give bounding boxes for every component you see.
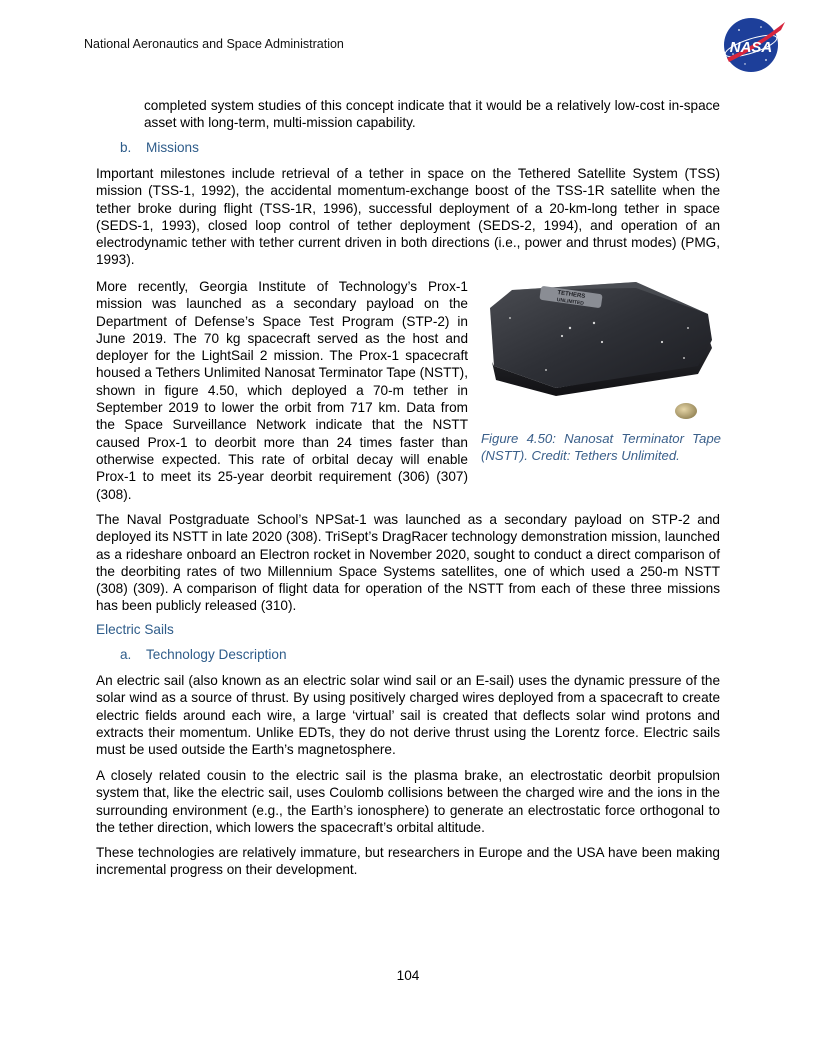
plate-label-line1: TETHERS: [556, 290, 586, 300]
nasa-logo: [719, 16, 789, 74]
electric-paragraph-3: These technologies are relatively immature, but researchers in Europe and the USA have been making incremental progress on their development.: [96, 845, 720, 878]
technology-description-heading: [120, 647, 287, 662]
nstt-figure-image: [486, 278, 722, 424]
electric-paragraph-1: An electric sail (also known as an electric solar wind sail or an E-sail) uses the dynamic pressure of the solar wind as a source of thrust. By using positively charged wires deployed from a spacecraft to create electric fields around each wire, a large ‘virtual’ sail is created that deflects solar wind protons and extracts their momentum. Unlike EDTs, they do not derive thrust using the Lorentz force. Electric sails must be used outside the Earth’s magnetosphere.: [96, 673, 720, 758]
missions-heading-number: b.: [120, 140, 132, 155]
tech-heading-title: Technology Description: [146, 647, 287, 662]
header-agency-name: National Aeronautics and Space Administration: [84, 37, 344, 51]
page-number: 104: [396, 968, 420, 983]
missions-heading-title: Missions: [146, 140, 199, 155]
tech-heading-number: a.: [120, 647, 132, 662]
figure-caption: Figure 4.50: Nanosat Terminator Tape (NSTT). Credit: Tethers Unlimited.: [481, 431, 721, 464]
missions-paragraph-2: More recently, Georgia Institute of Technology’s Prox-1 mission was launched as a secondary payload on the Department of Defense’s Space Test Program (STP-2) in June 2019. The 70 kg spacecraft served as the host and deployer for the LightSail 2 mission. The Prox-1 spacecraft housed a Tethers Unlimited Nanosat Terminator Tape (NSTT), shown in figure 4.50, which deployed a 70-m tether in September 2019 to lower the orbit from 717 km. Data from the Space Surveillance Network indicate that the NSTT caused Prox-1 to deorbit more than 24 times faster than otherwise expected. This rate of orbital decay will enable Prox-1 to meet its 25-year deorbit requirement (306) (307) (308).: [96, 279, 468, 502]
missions-heading: [120, 140, 199, 155]
nasa-logo-text: NASA: [729, 39, 773, 56]
electric-sails-heading: Electric Sails: [96, 622, 174, 637]
missions-paragraph-1: Important milestones include retrieval of a tether in space on the Tethered Satellite System (TSS) mission (TSS-1, 1992), the accidental momentum-exchange boost of the TSS-1R satellite when the tether broke during flight (TSS-1R, 1996), successful deployment of a 20-km-long tether in space (SEDS-1, 1993), closed loop control of tether deployment (SEDS-2, 1994), and operation of an electrodynamic tether with tether current driven in both directions (i.e., power and thrust modes) (PMG, 1993).: [96, 166, 720, 268]
plate-label-line2: UNLIMITED: [556, 297, 585, 307]
electric-paragraph-2: A closely related cousin to the electric sail is the plasma brake, an electrostatic deorbit propulsion system that, like the electric sail, uses Coulomb collisions between the charged wire and the ions in the surrounding environment (e.g., the Earth’s ionosphere) to generate an electrostatic force orthogonal to the tether direction, which lowers the spacecraft’s orbital altitude.: [96, 768, 720, 835]
coin-for-scale: [675, 403, 697, 419]
intro-paragraph: completed system studies of this concept indicate that it would be a relatively low-cost in-space asset with long-term, multi-mission capability.: [144, 98, 720, 131]
missions-paragraph-3: The Naval Postgraduate School’s NPSat-1 was launched as a secondary payload on STP-2 and deployed its NSTT in late 2020 (308). TriSept’s DragRacer technology demonstration mission, launched as a rideshare onboard an Electron rocket in November 2020, sought to conduct a direct comparison of the deorbiting rates of two Millennium Space Systems satellites, one of which used a 250-m NSTT (308) (309). A comparison of flight data for operation of the NSTT from each of these three missions has been publicly released (310).: [96, 512, 720, 614]
